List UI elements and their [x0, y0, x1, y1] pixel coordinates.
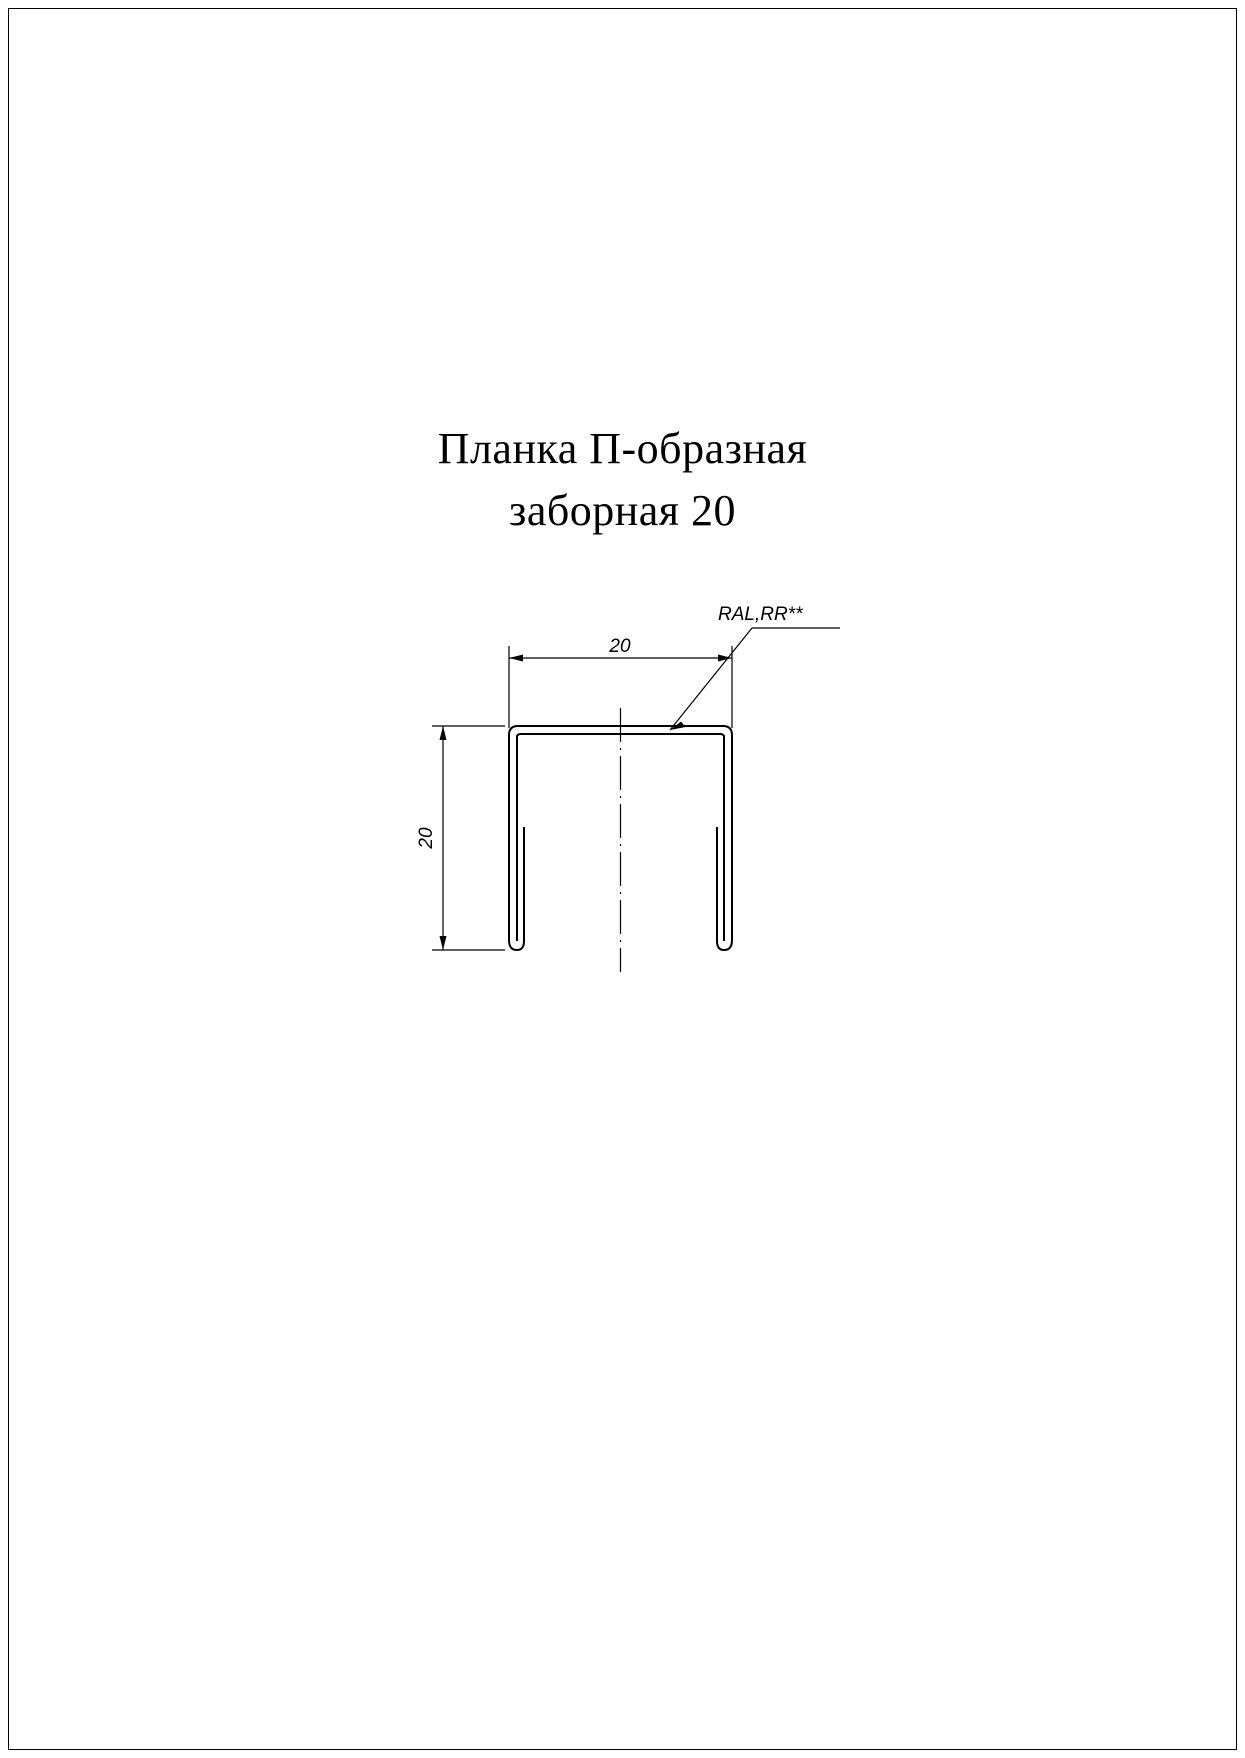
width-dimension-label: 20 — [609, 636, 631, 657]
height-dimension-label: 20 — [416, 827, 437, 849]
page-title — [0, 418, 1245, 542]
height-dimension — [432, 726, 505, 950]
coating-leader-line — [670, 628, 840, 730]
technical-drawing — [0, 560, 1245, 1000]
profile-drawing-svg — [0, 560, 1245, 1000]
page-title-line-2: заборная 20 — [508, 486, 737, 535]
coating-note-label: RAL,RR** — [718, 604, 803, 625]
page-title-line-1: Планка П-образная — [437, 424, 808, 473]
